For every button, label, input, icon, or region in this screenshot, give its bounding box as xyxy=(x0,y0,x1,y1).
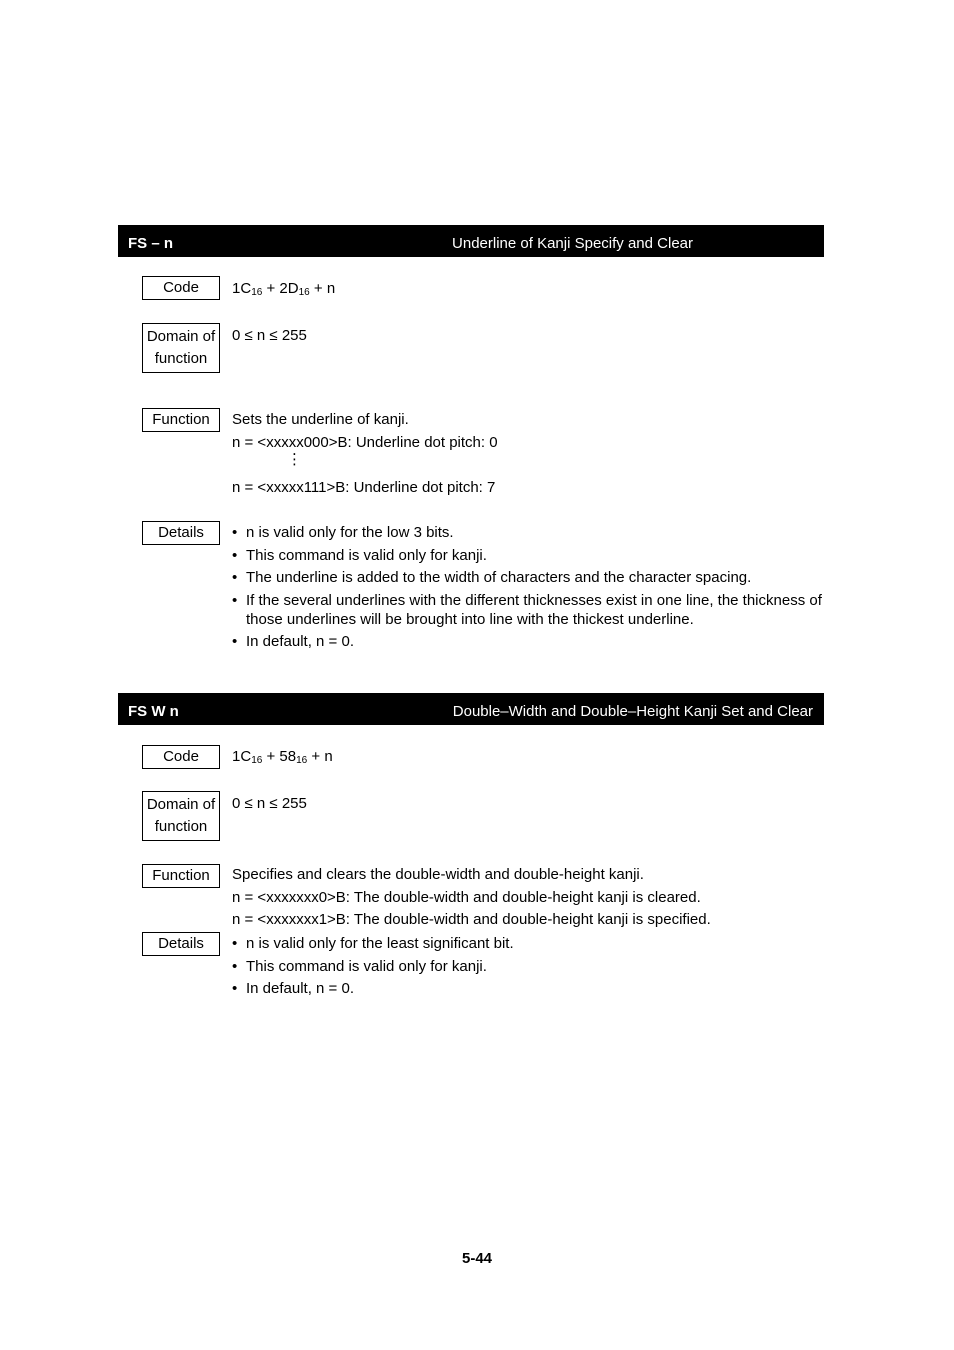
details-list xyxy=(232,934,832,1002)
function-line: n = <xxxxx000>B: Underline dot pitch: 0 xyxy=(232,434,498,451)
function-line: Sets the underline of kanji. xyxy=(232,411,409,428)
section-header-fs-minus-n xyxy=(118,225,824,257)
section-header-fs-w-n xyxy=(118,693,824,725)
details-label: Details xyxy=(142,521,220,545)
code-value: $1C_{16} + 58_{16} + n$ xyxy=(232,748,333,766)
details-list xyxy=(232,523,832,655)
command-name: FS – n xyxy=(128,235,174,252)
details-item: • In default, n = 0. xyxy=(232,632,832,651)
domain-label: Domain of function xyxy=(142,791,220,841)
details-item: • This command is valid only for kanji. xyxy=(232,957,832,976)
continuation-dots: ⋮ xyxy=(287,451,302,468)
page-number: 5-44 xyxy=(461,1250,493,1267)
function-line: Specifies and clears the double-width and double-height kanji. xyxy=(232,866,644,883)
details-item: • In default, n = 0. xyxy=(232,979,832,998)
details-item: • The underline is added to the width of characters and the character spacing. xyxy=(232,568,832,587)
function-label: Function xyxy=(142,408,220,432)
details-item: • This command is valid only for kanji. xyxy=(232,546,832,565)
code-label: Code xyxy=(142,276,220,300)
function-line: n = <xxxxx111>B: Underline dot pitch: 7 xyxy=(232,479,496,496)
function-label: Function xyxy=(142,864,220,888)
details-item: • n is valid only for the low 3 bits. xyxy=(232,523,832,542)
details-label: Details xyxy=(142,932,220,956)
command-name: FS W n xyxy=(128,703,179,720)
command-title: Double–Width and Double–Height Kanji Set and Clear xyxy=(452,703,813,720)
domain-label: Domain of function xyxy=(142,323,220,373)
code-value: $1C_{16} + 2D_{16} + n$ xyxy=(232,280,336,298)
code-label: Code xyxy=(142,745,220,769)
function-line: n = <xxxxxxx1>B: The double-width and double-height kanji is specified. xyxy=(232,911,711,928)
command-title: Underline of Kanji Specify and Clear xyxy=(452,235,693,252)
details-item: • n is valid only for the least significant bit. xyxy=(232,934,832,953)
domain-value: 0 ≤ n ≤ 255 xyxy=(232,795,307,812)
details-item: • If the several underlines with the different thicknesses exist in one line, the thickness of those underlines will be brought into line with the thickest underline. xyxy=(232,591,832,629)
domain-value: 0 ≤ n ≤ 255 xyxy=(232,327,307,344)
function-line: n = <xxxxxxx0>B: The double-width and double-height kanji is cleared. xyxy=(232,889,701,906)
